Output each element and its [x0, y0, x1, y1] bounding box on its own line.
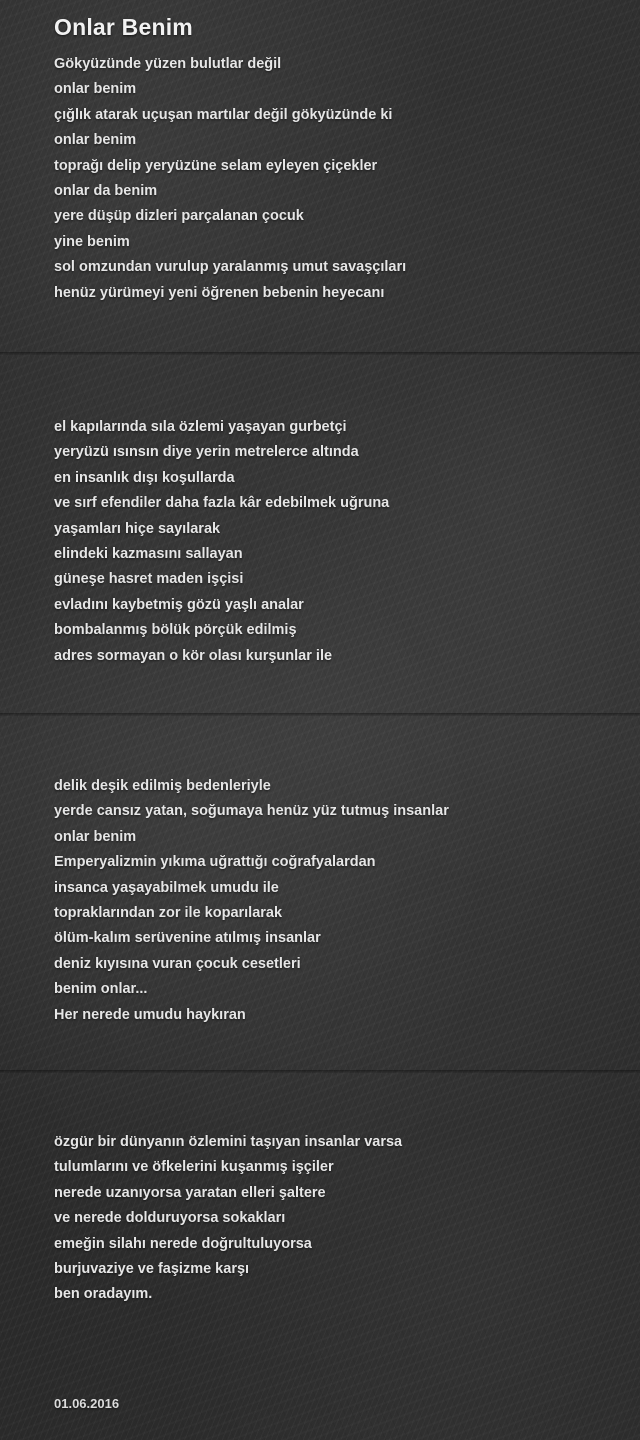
poem-line: yine benim	[54, 233, 130, 250]
poem-line: onlar benim	[54, 132, 137, 149]
poem-line: çığlık atarak uçuşan martılar değil gökyüzünde ki	[54, 106, 393, 123]
poem-line: benim onlar...	[54, 981, 148, 998]
poem-line: insanca yaşayabilmek umudu ile	[54, 879, 279, 896]
poem-line: henüz yürümeyi yeni öğrenen bebenin heyecanı	[54, 284, 385, 301]
poem-line: ve nerede dolduruyorsa sokakları	[54, 1210, 286, 1227]
poem-line: bombalanmış bölük pörçük edilmiş	[54, 622, 297, 639]
poem-line: güneşe hasret maden işçisi	[54, 571, 244, 588]
poem-line: en insanlık dışı koşullarda	[54, 469, 235, 486]
poem-stanza-4	[54, 1130, 620, 1308]
poem-line: ben oradayım.	[54, 1286, 153, 1303]
panel-seam	[0, 713, 640, 716]
publication-date: 01.06.2016	[54, 1396, 120, 1411]
poem-stanza-3	[54, 774, 620, 1028]
poem-line: toprağı delip yeryüzüne selam eyleyen çiçekler	[54, 157, 378, 174]
poem-line: topraklarından zor ile koparılarak	[54, 905, 283, 922]
poem-line: onlar benim	[54, 81, 137, 98]
poem-line: özgür bir dünyanın özlemini taşıyan insanlar varsa	[54, 1134, 403, 1150]
poem-line: Emperyalizmin yıkıma uğrattığı coğrafyalardan	[54, 854, 376, 871]
poem-line: deniz kıyısına vuran çocuk cesetleri	[54, 955, 301, 972]
poem-line: ölüm-kalım serüvenine atılmış insanlar	[54, 930, 321, 947]
poem-line: onlar benim	[54, 828, 137, 845]
poem-line: Her nerede umudu haykıran	[54, 1006, 246, 1023]
poem-line: onlar da benim	[54, 183, 158, 200]
poem-line: Gökyüzünde yüzen bulutlar değil	[54, 56, 282, 72]
poem-line: elindeki kazmasını sallayan	[54, 546, 243, 563]
poem-line: yeryüzü ısınsın diye yerin metrelerce altında	[54, 444, 359, 461]
panel-seam	[0, 1070, 640, 1073]
poem-line: yerde cansız yatan, soğumaya henüz yüz tutmuş insanlar	[54, 803, 449, 820]
poem-line: burjuvaziye ve faşizme karşı	[54, 1261, 250, 1278]
poem-line: delik deşik edilmiş bedenleriyle	[54, 778, 271, 794]
poem-line: nerede uzanıyorsa yaratan elleri şaltere	[54, 1184, 326, 1201]
panel-seam	[0, 352, 640, 355]
poem-line: yere düşüp dizleri parçalanan çocuk	[54, 208, 304, 225]
poem-line: el kapılarında sıla özlemi yaşayan gurbetçi	[54, 419, 347, 435]
page-title: Onlar Benim	[54, 14, 193, 40]
poem-line: emeğin silahı nerede doğrultuluyorsa	[54, 1235, 312, 1252]
poem-line: adres sormayan o kör olası kurşunlar ile	[54, 647, 333, 664]
poem-line: ve sırf efendiler daha fazla kâr edebilmek uğruna	[54, 495, 390, 512]
poem-line: sol omzundan vurulup yaralanmış umut savaşçıları	[54, 259, 407, 276]
poem-stanza-2	[54, 415, 620, 669]
poem-line: tulumlarını ve öfkelerini kuşanmış işçiler	[54, 1159, 334, 1176]
poem-line: yaşamları hiçe sayılarak	[54, 520, 221, 537]
poem-line: evladını kaybetmiş gözü yaşlı analar	[54, 596, 304, 613]
poem-stanza-1	[54, 52, 620, 306]
